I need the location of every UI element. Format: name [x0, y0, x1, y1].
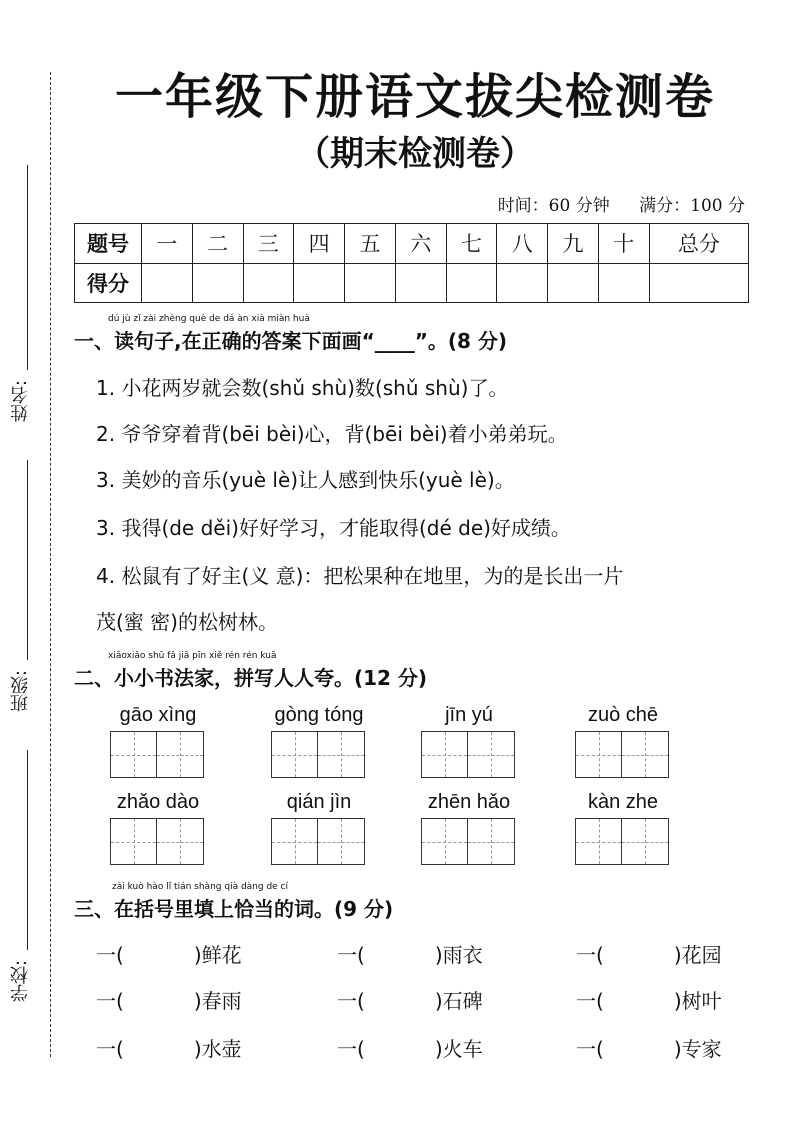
grid-pinyin: gāo xìng	[119, 704, 197, 726]
question-item: 4. 松鼠有了好主(义 意)：把松果种在地里，为的是长出一片	[96, 564, 624, 588]
fill-word: 鲜花	[201, 943, 242, 967]
grid-pinyin: zuò chē	[587, 704, 659, 726]
fill-word: 花园	[681, 943, 722, 967]
fill-item: 一( )石碑	[337, 989, 483, 1013]
fill-item: 一( )雨衣	[337, 943, 483, 967]
grid-pinyin: jīn yú	[445, 704, 493, 726]
fill-word: 树叶	[681, 989, 722, 1013]
score-cell: 六	[395, 224, 446, 264]
tian-grid-box[interactable]	[575, 731, 622, 778]
page-subtitle: （期末检测卷）	[296, 134, 534, 174]
grid-pinyin: zhēn hǎo	[427, 791, 511, 813]
section2-pinyin: xiǎoxiǎo shū fǎ jiā pīn xiě rén rén kuā	[108, 651, 277, 661]
school-label: 学校:	[10, 960, 31, 1003]
exam-meta	[474, 191, 745, 216]
score-cell: 题号	[75, 224, 142, 264]
binding-dashed-line	[50, 72, 51, 1057]
writing-grid	[421, 704, 517, 778]
tian-grid-box[interactable]	[271, 731, 318, 778]
page-title: 一年级下册语文拔尖检测卷	[114, 69, 715, 125]
fill-item: 一( )花园	[576, 943, 722, 967]
section3-pinyin: zài kuò hào lǐ tián shàng qià dàng de cí	[112, 882, 289, 892]
tian-grid-box[interactable]	[575, 818, 622, 865]
writing-grid	[271, 704, 367, 778]
section1-heading: 一、读句子,在正确的答案下面画“____”。(8 分)	[74, 329, 508, 353]
grid-pinyin: gòng tóng	[274, 704, 364, 726]
score-cell: 三	[243, 224, 294, 264]
fill-item: 一( )专家	[576, 1037, 722, 1061]
question-item: 2. 爷爷穿着背(bēi bèi)心，背(bēi bèi)着小弟弟玩。	[96, 422, 568, 446]
score-cell: 七	[446, 224, 497, 264]
name-blank-line	[27, 165, 28, 370]
fill-item: 一( )水壶	[96, 1037, 242, 1061]
fill-prefix: 一(	[576, 943, 604, 967]
tian-grid-box[interactable]	[110, 731, 157, 778]
score-blank	[649, 263, 748, 303]
tian-grid-box[interactable]	[622, 818, 669, 865]
fill-prefix: 一(	[576, 989, 604, 1013]
score-blank	[243, 263, 294, 303]
tian-grid-box[interactable]	[622, 731, 669, 778]
fill-prefix: 一(	[96, 1037, 124, 1061]
score-row-label: 得分	[75, 263, 142, 303]
tian-grid-box[interactable]	[110, 818, 157, 865]
writing-grid	[421, 791, 517, 865]
score-blank	[345, 263, 396, 303]
writing-grid	[575, 791, 671, 865]
fill-word: 春雨	[201, 989, 242, 1013]
fill-prefix: 一(	[337, 943, 365, 967]
grid-pinyin: kàn zhe	[587, 791, 659, 813]
time-limit: 时间：60 分钟	[497, 196, 610, 216]
score-cell: 九	[548, 224, 599, 264]
fill-word: 雨衣	[442, 943, 483, 967]
score-blank	[192, 263, 243, 303]
section3-heading: 三、在括号里填上恰当的词。(9 分)	[74, 897, 394, 921]
score-cell: 四	[294, 224, 345, 264]
writing-grid	[110, 791, 206, 865]
fill-item: 一( )春雨	[96, 989, 242, 1013]
class-label: 班级:	[10, 670, 31, 713]
fill-item: 一( )鲜花	[96, 943, 242, 967]
full-score: 满分：100 分	[639, 196, 745, 216]
grid-pinyin: zhǎo dào	[116, 791, 200, 813]
section2-heading: 二、小小书法家，拼写人人夸。(12 分)	[74, 666, 428, 690]
question-item: 1. 小花两岁就会数(shǔ shù)数(shǔ shù)了。	[96, 376, 509, 400]
score-cell: 十	[598, 224, 649, 264]
score-blank	[294, 263, 345, 303]
fill-word: 石碑	[442, 989, 483, 1013]
score-blank	[548, 263, 599, 303]
tian-grid-box[interactable]	[421, 818, 468, 865]
tian-grid-box[interactable]	[421, 731, 468, 778]
score-cell: 八	[497, 224, 548, 264]
score-cell: 总分	[649, 224, 748, 264]
tian-grid-box[interactable]	[468, 731, 515, 778]
tian-grid-box[interactable]	[318, 731, 365, 778]
fill-prefix: 一(	[337, 989, 365, 1013]
tian-grid-box[interactable]	[157, 818, 204, 865]
question-item-continued: 茂(蜜 密)的松树林。	[96, 610, 278, 634]
fill-word: 专家	[681, 1037, 722, 1061]
score-table	[74, 223, 749, 303]
fill-prefix: 一(	[96, 943, 124, 967]
tian-grid-box[interactable]	[157, 731, 204, 778]
fill-prefix: 一(	[337, 1037, 365, 1061]
fill-prefix: 一(	[96, 989, 124, 1013]
writing-grid	[575, 704, 671, 778]
score-cell: 一	[142, 224, 193, 264]
name-label: 姓名:	[10, 380, 31, 423]
score-blank	[395, 263, 446, 303]
fill-item: 一( )火车	[337, 1037, 483, 1061]
question-item: 3. 我得(de děi)好好学习，才能取得(dé de)好成绩。	[96, 516, 571, 540]
question-item: 3. 美妙的音乐(yuè lè)让人感到快乐(yuè lè)。	[96, 468, 515, 492]
writing-grid	[110, 704, 206, 778]
score-blank	[446, 263, 497, 303]
writing-grid	[271, 791, 367, 865]
score-blank	[142, 263, 193, 303]
score-blank	[598, 263, 649, 303]
grid-pinyin: qián jìn	[286, 791, 352, 813]
tian-grid-box[interactable]	[318, 818, 365, 865]
tian-grid-box[interactable]	[468, 818, 515, 865]
score-cell: 二	[192, 224, 243, 264]
fill-word: 火车	[442, 1037, 483, 1061]
score-cell: 五	[345, 224, 396, 264]
school-blank-line	[27, 750, 28, 950]
score-table-header-row	[75, 224, 749, 264]
fill-item: 一( )树叶	[576, 989, 722, 1013]
fill-word: 水壶	[201, 1037, 242, 1061]
fill-prefix: 一(	[576, 1037, 604, 1061]
score-table-score-row	[75, 263, 749, 303]
score-blank	[497, 263, 548, 303]
tian-grid-box[interactable]	[271, 818, 318, 865]
class-blank-line	[27, 460, 28, 660]
section1-pinyin: dú jù zǐ zài zhèng què de dá àn xià miàn huà	[108, 314, 310, 324]
